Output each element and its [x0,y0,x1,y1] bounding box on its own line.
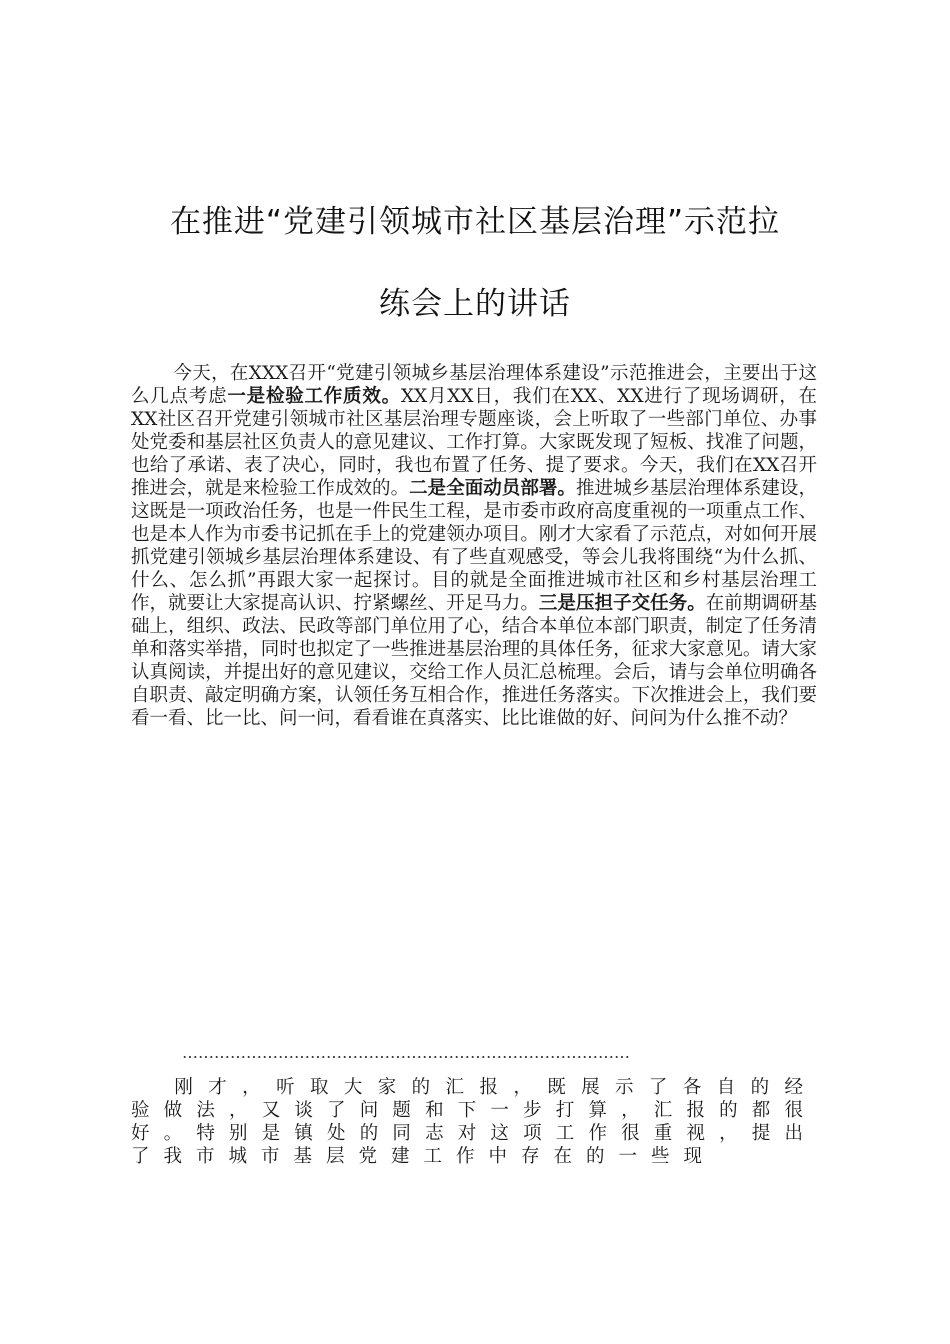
paragraph-text: 在前期调研基础上，组织、政法、民政等部门单位用了心，结合本单位本部门职责，制定了任务清单和落实举措，同时也拟定了一些推进基层治理的具体任务，征求大家意见。请大家认真阅读，并提出好的意见建议，交给工作人员汇总梳理。会后，请与会单位明确各自职责、敲定明确方案，认领任务互相合作，推进任务落实。下次推进会上，我们要看一看、比一比、问一问，看看谁在真落实、比比谁做的好、问问为什么推不动？ [131,593,817,729]
emphasis-point-one: 一是检验工作质效。 [227,386,401,407]
document-title-line-1: 在推进“党建引领城市社区基层治理”示范拉 [169,204,781,240]
body-paragraph-1 [131,362,817,730]
emphasis-point-three: 三是压担子交任务。 [538,593,706,614]
emphasis-point-two: 二是全面动员部署。 [409,478,576,499]
body-paragraph-2 [131,1076,817,1168]
ellipsis-separator: ………………………………………………………………………… [182,1043,630,1062]
document-title-line-2: 练会上的讲话 [379,286,571,322]
paragraph-text: 今天，在XXX召开“党建引领城乡基层治理体系建设”示范推进会，主要出于这么几点考虑 [131,363,817,407]
paragraph-text: 推进城乡基层治理体系建设，这既是一项政治任务，也是一件民生工程，是市委市政府高度重视的一项重点工作、也是本人作为市委书记抓在手上的党建领办项目。刚才大家看了示范点，对如何开展抓党建引领城乡基层治理体系建设、有了些直观感受，等会儿我将围绕“为什么抓、什么、怎么抓”再跟大家一起探讨。目的就是全面推进城市社区和乡村基层治理工作，就要让大家提高认识、拧紧螺丝、开足马力。 [131,478,817,614]
paragraph-text: XX月XX日，我们在XX、XX进行了现场调研，在XX社区召开党建引领城市社区基层治理专题座谈，会上听取了一些部门单位、办事处党委和基层社区负责人的意见建议、工作打算。大家既发现了短板、找准了问题，也给了承诺、表了决心，同时，我也布置了任务、提了要求。今天，我们在XX召开推进会，就是来检验工作成效的。 [131,386,817,499]
paragraph-text: 刚才，听取大家的汇报，既展示了各自的经验做法，又谈了问题和下一步打算，汇报的都很好。特别是镇处的同志对这项工作很重视，提出了我市城市基层党建工作中存在的一些现 [131,1077,817,1167]
